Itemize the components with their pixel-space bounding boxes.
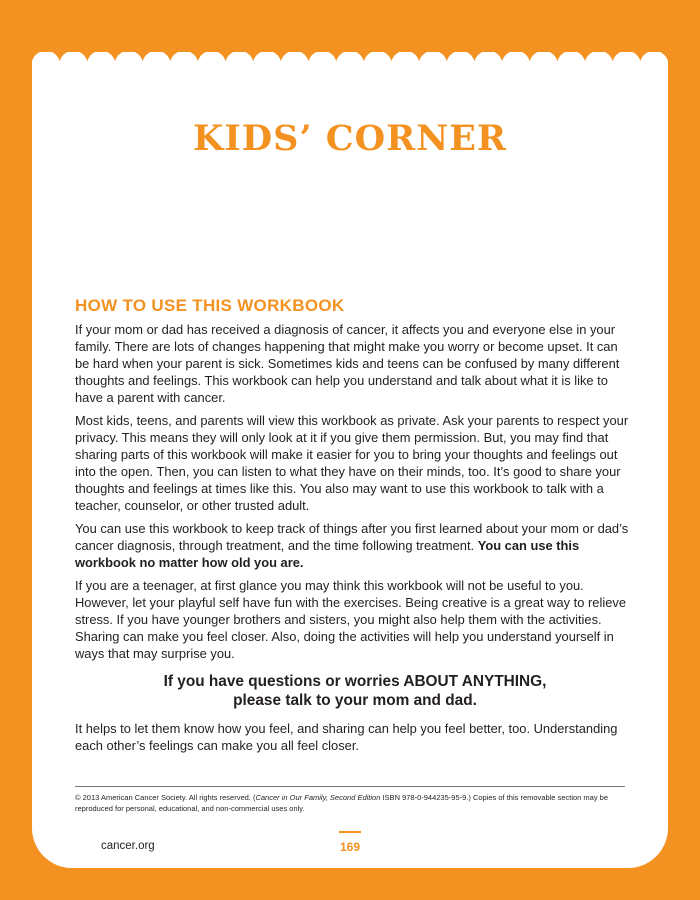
teenager-paragraph: If you are a teenager, at first glance you may think this workbook will not be useful to you. However, let your playful self have fun with the exercises. Being creative is a great way to relieve stress. If you have younger brothers and sisters, you might also help them with the activities. Sharing can make you feel closer. Also, doing the activities will help you understand yourself in ways that may surprise you. [75, 578, 626, 661]
copyright-suffix: ISBN 978-0-944235-95-9.) Copies of this removable section may be reproduced for personal, educational, and non-commercial uses only. [75, 793, 609, 813]
closing-paragraph: It helps to let them know how you feel, and sharing can help you feel better, too. Understanding each other’s feelings can make you all feel closer. [75, 721, 618, 753]
page-number: 169 [339, 840, 361, 854]
workbook-content [75, 296, 635, 760]
privacy-paragraph: Most kids, teens, and parents will view this workbook as private. Ask your parents to respect your privacy. This means they will only look at it if you give them permission. But, you may find that sharing parts of this workbook will make it easier for you to bring your thoughts and feelings out into the open. Then, you can listen to what they have on their minds, too. It’s good to share your thoughts and feelings at times like this. You also may want to use this workbook to talk with a teacher, counselor, or other trusted adult. [75, 413, 629, 513]
tracking-text: You can use this workbook to keep track of things after you first learned about your mom or dad’s cancer diagnosis, through treatment, and the time following treatment. [75, 521, 629, 553]
intro-paragraph: If your mom or dad has received a diagnosis of cancer, it affects you and everyone else in your family. There are lots of changes happening that might make you worry or become upset. It can be hard when your parent is sick. Sometimes kids and teens can be confused by many different thoughts and feelings. This workbook can help you understand and talk about what it is like to have a parent with cancer. [75, 322, 620, 405]
callout-line-1: If you have questions or worries ABOUT ANYTHING, [163, 673, 547, 690]
page-title: KIDS’ CORNER [193, 118, 507, 159]
callout-line-2: please talk to your mom and dad. [233, 692, 477, 709]
section-heading: HOW TO USE THIS WORKBOOK [75, 296, 345, 315]
copyright-notice [75, 792, 630, 814]
copyright-book-title: Cancer in Our Family, Second Edition [255, 793, 381, 802]
page-number-accent [339, 831, 361, 833]
footer-divider [75, 786, 625, 787]
footer-url: cancer.org [101, 840, 155, 852]
copyright-prefix: © 2013 American Cancer Society. All rights reserved. ( [75, 793, 256, 802]
tracking-paragraph [75, 520, 635, 571]
tracking-emphasis: You can use this workbook no matter how old you are. [75, 538, 580, 570]
callout [75, 672, 635, 710]
